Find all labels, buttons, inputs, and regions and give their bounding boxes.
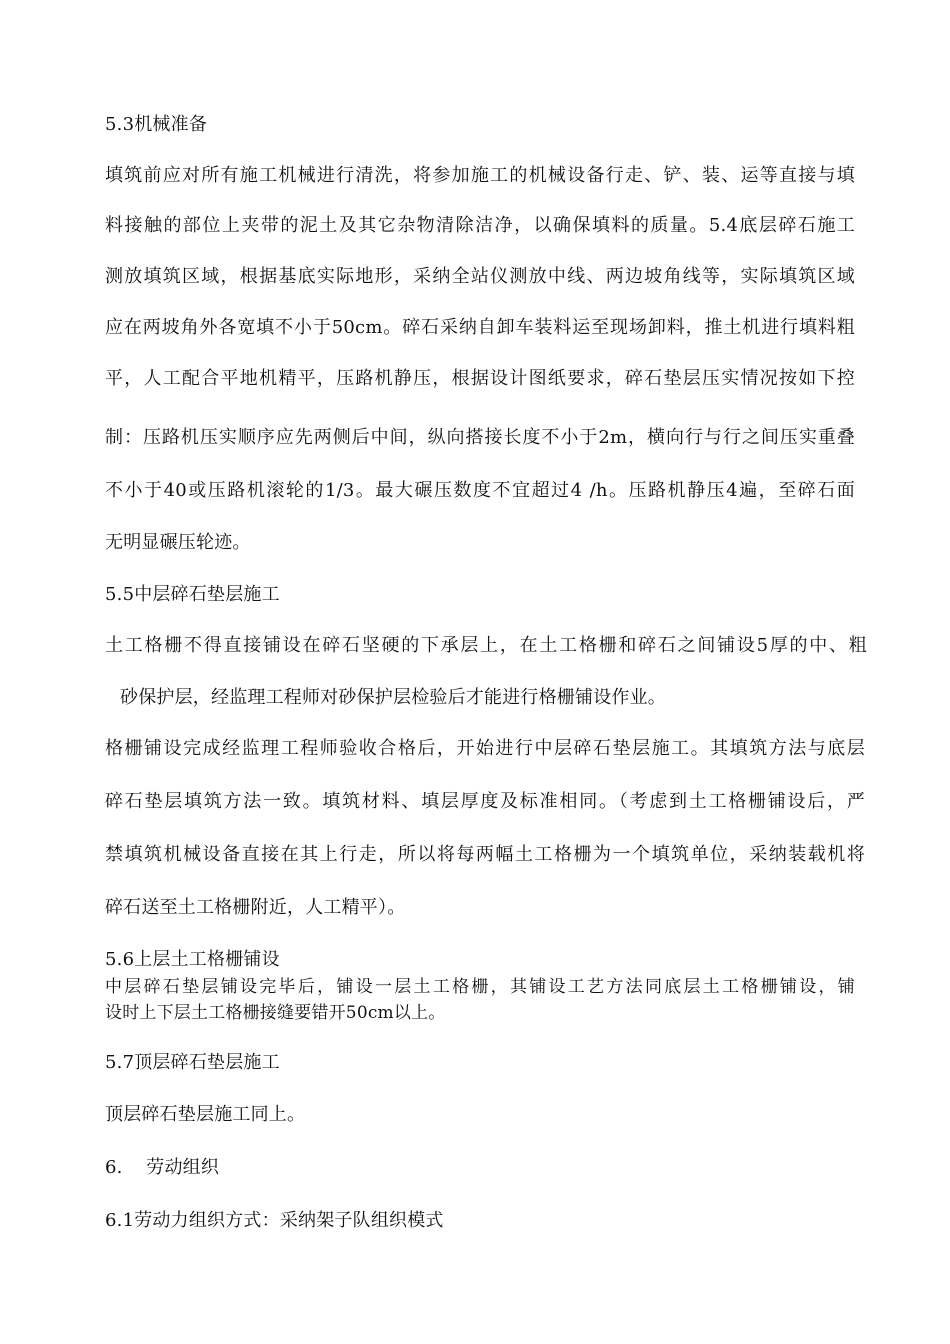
- paragraph-line: 应在两坡角外各宽填不小于50cm。碎石采纳自卸车装料运至现场卸料，推土机进行填料粗: [105, 317, 855, 338]
- paragraph-line: 砂保护层，经监理工程师对砂保护层检验后才能进行格栅铺设作业。: [120, 687, 666, 708]
- paragraph-line: 制：压路机压实顺序应先两侧后中间，纵向搭接长度不小于2m，横向行与行之间压实重叠: [105, 427, 855, 448]
- section-heading-6-1: 6.1劳动力组织方式：采纳架子队组织模式: [105, 1210, 444, 1231]
- section-heading-5-3: 5.3机械准备: [105, 114, 208, 135]
- paragraph-line: 无明显碾压轮迹。: [105, 532, 251, 553]
- paragraph-line: 禁填筑机械设备直接在其上行走，所以将每两幅土工格栅为一个填筑单位，采纳装载机将: [105, 844, 865, 865]
- paragraph-line: 设时上下层土工格栅接缝要错开50cm以上。: [105, 1003, 446, 1023]
- paragraph-line: 格栅铺设完成经监理工程师验收合格后，开始进行中层碎石垫层施工。其填筑方法与底层: [105, 738, 865, 759]
- paragraph-line: 顶层碎石垫层施工同上。: [105, 1104, 306, 1125]
- paragraph-line: 碎石送至土工格栅附近，人工精平）。: [105, 897, 406, 918]
- section-heading-6: 6. 劳动组织: [105, 1157, 220, 1178]
- paragraph-line: 测放填筑区域，根据基底实际地形，采纳全站仪测放中线、两边坡角线等，实际填筑区域: [105, 266, 855, 287]
- paragraph-line: 土工格栅不得直接铺设在碎石坚硬的下承层上，在土工格栅和碎石之间铺设5厚的中、粗: [105, 635, 867, 656]
- paragraph-line: 填筑前应对所有施工机械进行清洗，将参加施工的机械设备行走、铲、装、运等直接与填: [105, 165, 855, 186]
- paragraph-line: 料接触的部位上夹带的泥土及其它杂物清除洁净，以确保填料的质量。5.4底层碎石施工: [105, 215, 855, 236]
- paragraph-line: 不小于40或压路机滚轮的1/3。最大碾压数度不宜超过4 /h。压路机静压4遍，至碎石面: [105, 480, 855, 501]
- paragraph-line: 中层碎石垫层铺设完毕后，铺设一层土工格栅，其铺设工艺方法同底层土工格栅铺设，铺: [105, 977, 855, 997]
- section-heading-5-6: 5.6上层土工格栅铺设: [105, 949, 280, 970]
- paragraph-line: 平，人工配合平地机精平，压路机静压，根据设计图纸要求，碎石垫层压实情况按如下控: [105, 368, 855, 389]
- section-heading-5-7: 5.7顶层碎石垫层施工: [105, 1052, 280, 1073]
- paragraph-line: 碎石垫层填筑方法一致。填筑材料、填层厚度及标准相同。（考虑到土工格栅铺设后，严: [105, 791, 865, 812]
- section-heading-5-5: 5.5中层碎石垫层施工: [105, 584, 280, 605]
